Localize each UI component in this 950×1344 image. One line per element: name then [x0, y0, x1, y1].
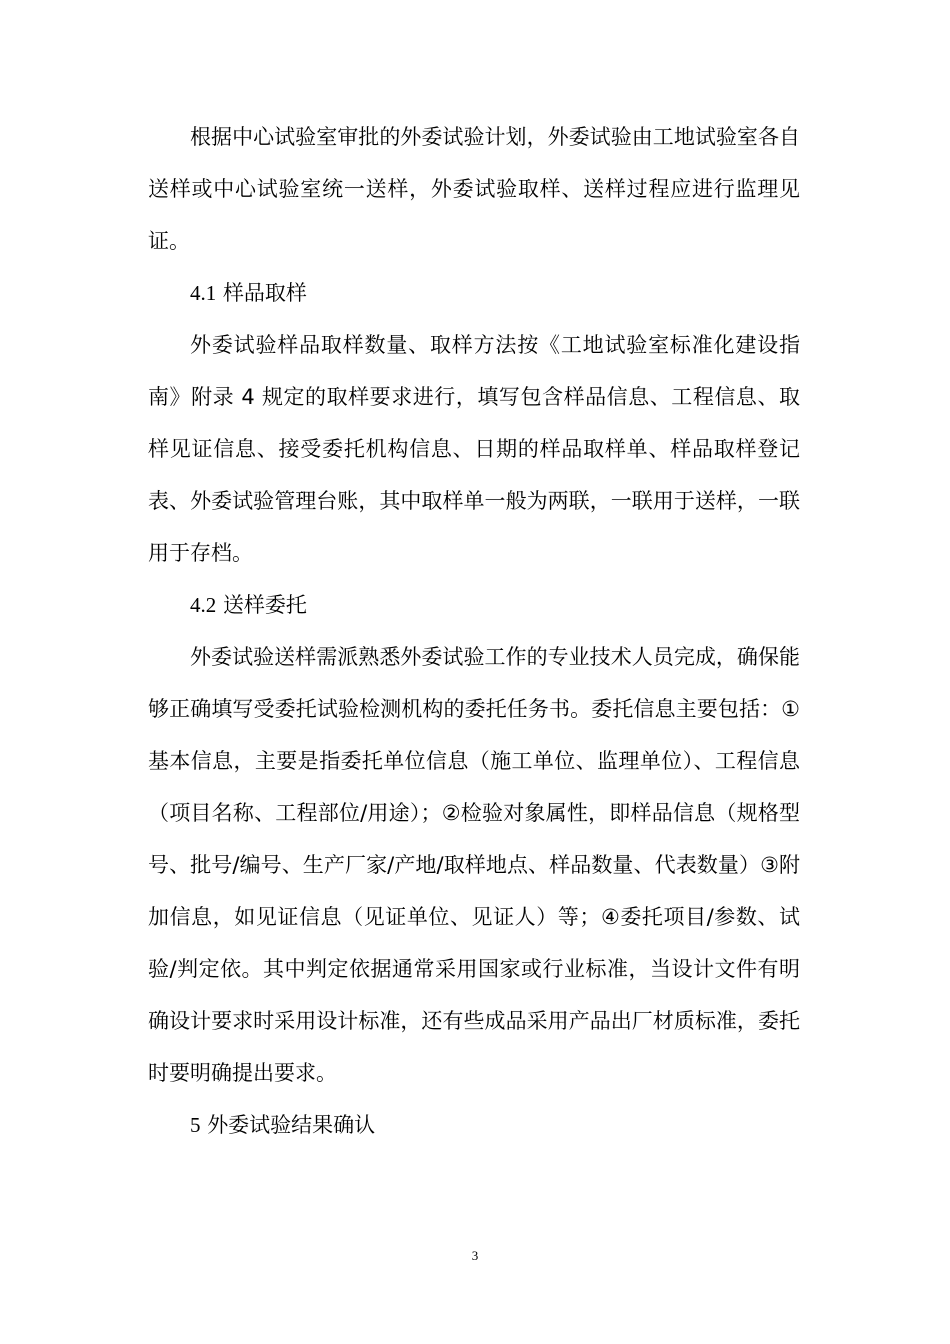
section-heading-5: [148, 1099, 800, 1151]
section-number: 4.1: [190, 281, 217, 305]
section-number: 4.2: [190, 593, 217, 617]
section-title: 外委试验结果确认: [207, 1113, 376, 1137]
page-number: 3: [471, 1248, 479, 1263]
section-4-1-paragraph: 外委试验样品取样数量、取样方法按《工地试验室标准化建设指南》附录 4 规定的取样要求进行，填写包含样品信息、工程信息、取样见证信息、接受委托机构信息、日期的样品取样单、样品取样登记表、外委试验管理台账，其中取样单一般为两联，一联用于送样，一联用于存档。: [148, 333, 800, 565]
section-heading-4-1: [148, 267, 800, 319]
intro-paragraph: 根据中心试验室审批的外委试验计划，外委试验由工地试验室各自送样或中心试验室统一送样，外委试验取样、送样过程应进行监理见证。: [148, 125, 800, 253]
document-body: [148, 111, 800, 1151]
section-title: 送样委托: [222, 593, 307, 617]
section-4-2-paragraph: 外委试验送样需派熟悉外委试验工作的专业技术人员完成，确保能够正确填写受委托试验检测机构的委托任务书。委托信息主要包括：①基本信息，主要是指委托单位信息（施工单位、监理单位）、工程信息（项目名称、工程部位/用途）；②检验对象属性，即样品信息（规格型号、批号/编号、生产厂家/产地/取样地点、样品数量、代表数量）③附加信息，如见证信息（见证单位、见证人）等；④委托项目/参数、试验/判定依。其中判定依据通常采用国家或行业标准，当设计文件有明确设计要求时采用设计标准，还有些成品采用产品出厂材质标准，委托时要明确提出要求。: [148, 645, 800, 1085]
section-title: 样品取样: [222, 281, 307, 305]
section-heading-4-2: [148, 579, 800, 631]
section-number: 5: [190, 1113, 201, 1137]
